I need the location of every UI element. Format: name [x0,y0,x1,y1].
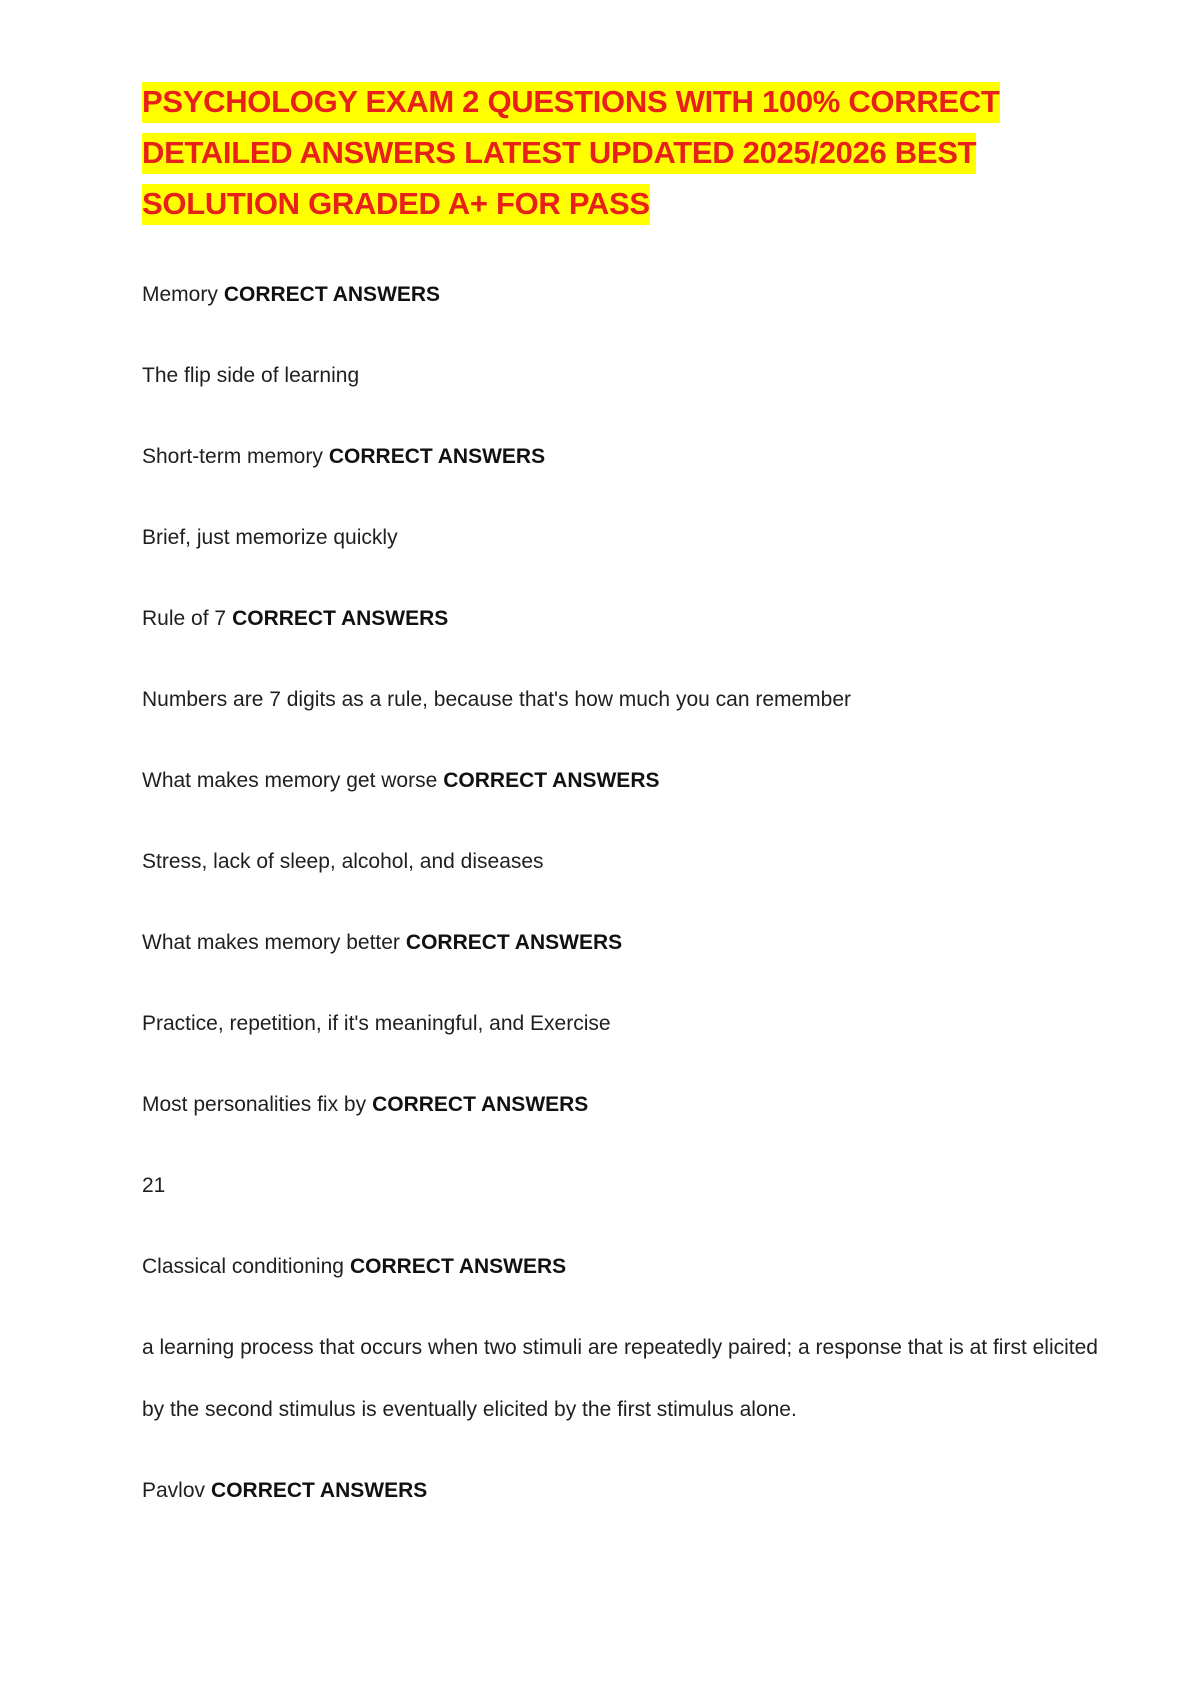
question-line [142,767,1102,795]
correct-answers-label: CORRECT ANSWERS [372,1093,589,1116]
question-text: Pavlov [142,1479,206,1502]
answer-line: Numbers are 7 digits as a rule, because that's how much you can remember [142,688,852,711]
answer-line: a learning process that occurs when two stimuli are repeatedly paired; a response that is at first elicited by the second stimulus is eventually elicited by the first stimulus alone. [142,1336,1098,1421]
correct-answers-label: CORRECT ANSWERS [232,607,449,630]
question-line [142,929,1102,957]
answer-line: The flip side of learning [142,364,360,387]
question-line [142,1477,1102,1505]
question-text: Classical conditioning [142,1255,344,1278]
answer-line: 21 [142,1174,166,1197]
question-text: Rule of 7 [142,607,227,630]
correct-answers-label: CORRECT ANSWERS [443,769,660,792]
question-text: Short-term memory [142,445,323,468]
question-line [142,1091,1102,1119]
answer-line: Stress, lack of sleep, alcohol, and diseases [142,850,544,873]
question-line [142,605,1102,633]
document-title-text: PSYCHOLOGY EXAM 2 QUESTIONS WITH 100% CORRECT DETAILED ANSWERS LATEST UPDATED 2025/2026 BEST SOLUTION GRADED A+ FOR PASS [142,82,1000,225]
correct-answers-label: CORRECT ANSWERS [223,283,441,306]
document-content [142,76,1102,1558]
question-line [142,443,1102,471]
correct-answers-label: CORRECT ANSWERS [211,1479,428,1502]
correct-answers-label: CORRECT ANSWERS [328,445,546,468]
question-text: What makes memory get worse [142,769,438,792]
question-text: Most personalities fix by [142,1093,367,1116]
answer-line: Brief, just memorize quickly [142,526,398,549]
qa-list [142,281,1102,1505]
correct-answers-label: CORRECT ANSWERS [405,931,623,954]
question-text: What makes memory better [142,931,400,954]
question-text: Memory [142,283,218,306]
correct-answers-label: CORRECT ANSWERS [349,1255,567,1278]
question-line [142,1253,1102,1281]
answer-line: Practice, repetition, if it's meaningful, and Exercise [142,1012,611,1035]
question-line [142,281,1102,309]
document-title [142,76,1002,229]
